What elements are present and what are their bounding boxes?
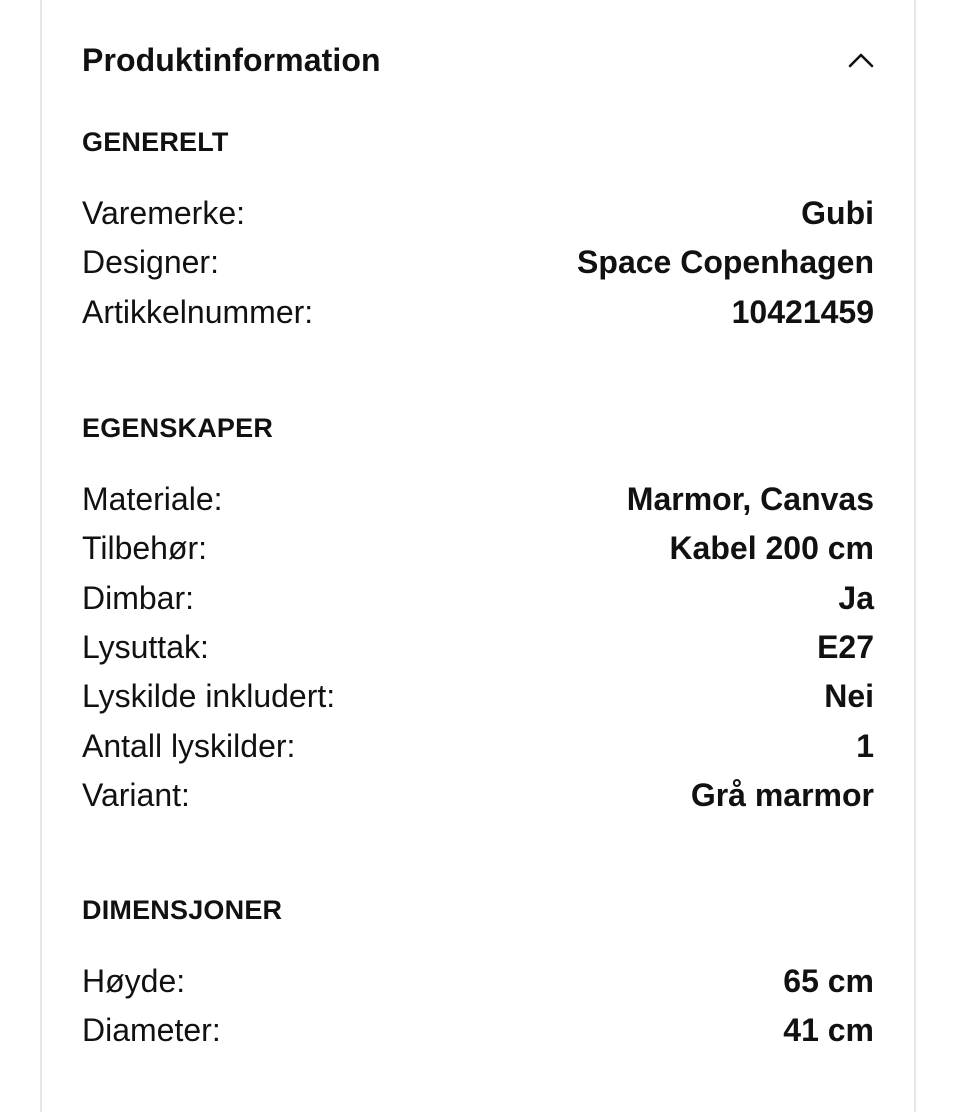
spec-label: Diameter: — [82, 1012, 221, 1049]
section-egenskaper — [82, 408, 874, 820]
spec-row-variant — [82, 771, 874, 820]
spec-label: Tilbehør: — [82, 530, 208, 567]
spec-row-diameter — [82, 1006, 874, 1055]
spec-label: Variant: — [82, 776, 190, 813]
panel-title: Produktinformation — [82, 41, 381, 78]
spec-row-materiale — [82, 475, 874, 524]
spec-value: 1 — [856, 727, 874, 764]
product-info-panel — [40, 0, 916, 1112]
spec-label: Høyde: — [82, 963, 186, 1000]
spec-label: Antall lyskilder: — [82, 727, 296, 764]
spec-value: 10421459 — [731, 293, 874, 330]
spec-row-antall-lyskilder — [82, 721, 874, 770]
spec-label: Dimbar: — [82, 579, 195, 616]
spec-label: Artikkelnummer: — [82, 293, 314, 330]
spec-label: Lyskilde inkludert: — [82, 678, 336, 715]
spec-value: Kabel 200 cm — [669, 530, 874, 567]
spec-value: 65 cm — [783, 963, 874, 1000]
spec-row-dimbar — [82, 574, 874, 623]
spec-value: Nei — [824, 678, 874, 715]
spec-row-lysuttak — [82, 623, 874, 672]
spec-label: Designer: — [82, 244, 219, 281]
section-generelt — [82, 122, 874, 337]
spec-label: Varemerke: — [82, 195, 246, 232]
spec-value: Marmor, Canvas — [626, 481, 874, 518]
spec-label: Materiale: — [82, 481, 223, 518]
spec-row-varemerke — [82, 189, 874, 238]
section-title: EGENSKAPER — [82, 413, 274, 443]
spec-value: Ja — [838, 579, 874, 616]
spec-row-tilbehor — [82, 524, 874, 573]
section-title: GENERELT — [82, 127, 229, 157]
spec-value: Grå marmor — [690, 776, 874, 813]
product-info-header[interactable] — [82, 34, 874, 86]
spec-value: E27 — [817, 629, 874, 666]
spec-row-hoyde — [82, 957, 874, 1006]
spec-value: Gubi — [801, 195, 874, 232]
chevron-up-icon[interactable] — [848, 47, 874, 73]
spec-value: Space Copenhagen — [577, 244, 874, 281]
spec-value: 41 cm — [783, 1012, 874, 1049]
spec-row-lyskilde-inkludert — [82, 672, 874, 721]
spec-row-designer — [82, 238, 874, 287]
section-dimensjoner — [82, 890, 874, 1056]
spec-row-artikkelnummer — [82, 288, 874, 337]
section-title: DIMENSJONER — [82, 895, 283, 925]
spec-label: Lysuttak: — [82, 629, 209, 666]
